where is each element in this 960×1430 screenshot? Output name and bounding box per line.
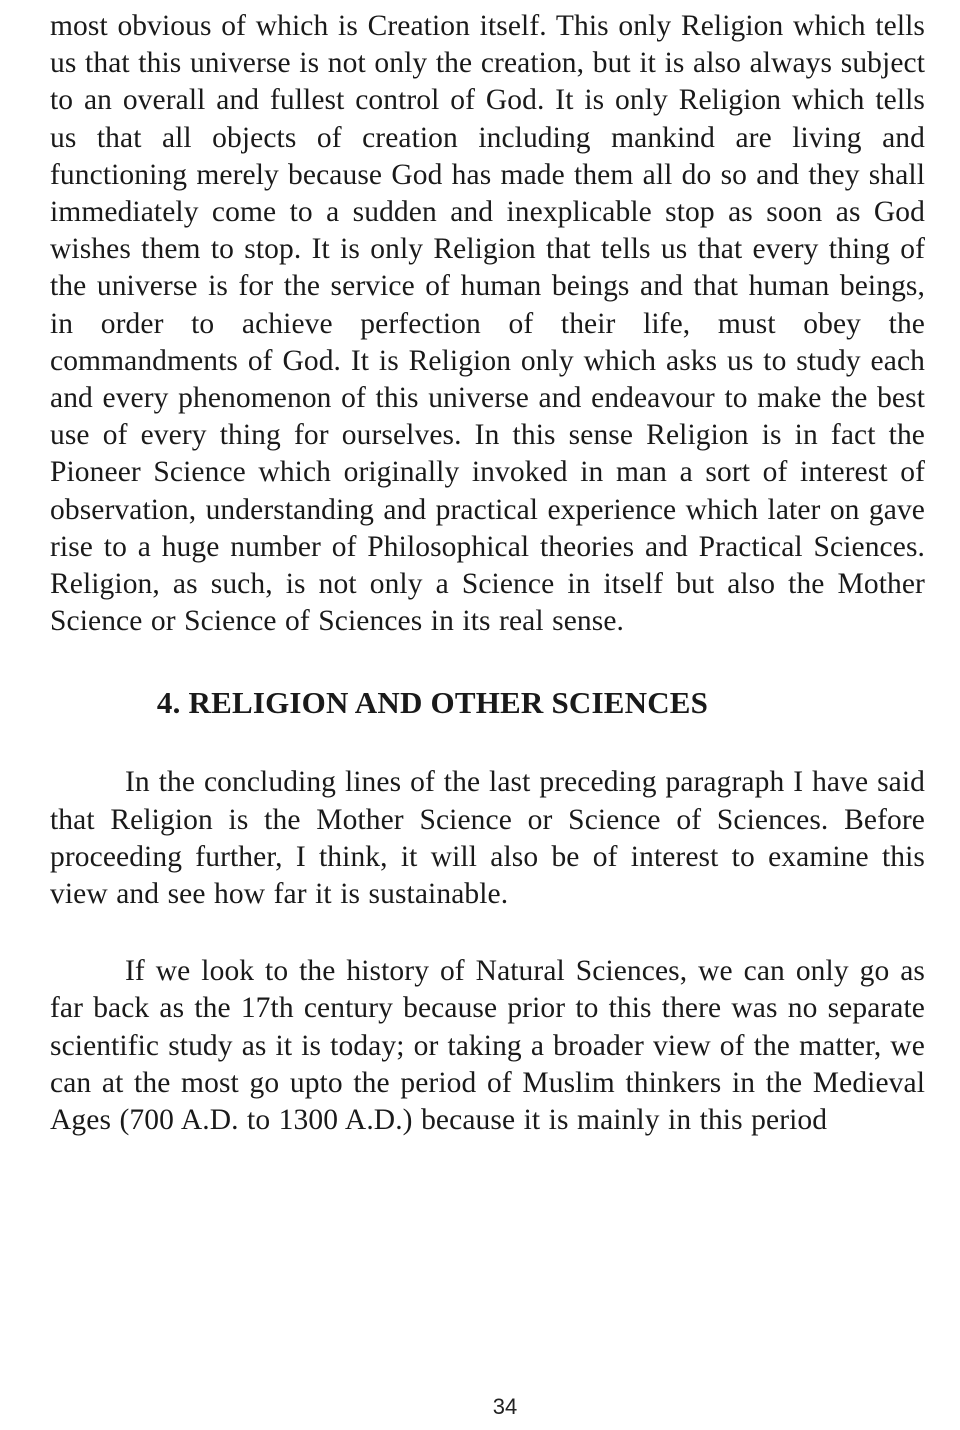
paragraph-history: If we look to the history of Natural Sciences, we can only go as far back as the 17th century because prior to this there was no separate scientific study as it is today; or taking a broader view of the matter, we can at the most go upto the period of Muslim thinkers in the Medieval Ages (700 A.D. to 1300 A.D.) because it is mainly in this period bbox=[50, 955, 925, 1137]
paragraph-intro: In the concluding lines of the last preceding paragraph I have said that Religion is the Mother Science or Science of Sciences. Before proceeding further, I think, it will also be of interest to examine this view and see how far it is sustainable. bbox=[50, 766, 925, 911]
paragraph-gap bbox=[50, 913, 925, 953]
page-body bbox=[50, 8, 925, 1139]
paragraph-continued: most obvious of which is Creation itself. This only Religion which tells us that this universe is not only the creation, but it is also always subject to an overall and fullest control of God. It is only Religion which tells us that all objects of creation including mankind are living and functioning merely because God has made them all do so and they shall immediately come to a sudden and inexplicable stop as soon as God wishes them to stop. It is only Religion that tells us that every thing of the universe is for the service of human beings and that human beings, in order to achieve perfection of their life, must obey the commandments of God. It is Religion only which asks us to study each and every phenomenon of this universe and endeavour to make the best use of every thing for ourselves. In this sense Religion is in fact the Pioneer Science which originally invoked in man a sort of interest of observation, understanding and practical experience which later on gave rise to a huge number of Philosophical theories and Practical Sciences. Religion, as such, is not only a Science in itself but also the Mother Science or Science of Sciences in its real sense. bbox=[50, 10, 925, 638]
section-heading: 4. RELIGION AND OTHER SCIENCES bbox=[156, 685, 709, 721]
page-number: 34 bbox=[492, 1394, 518, 1419]
